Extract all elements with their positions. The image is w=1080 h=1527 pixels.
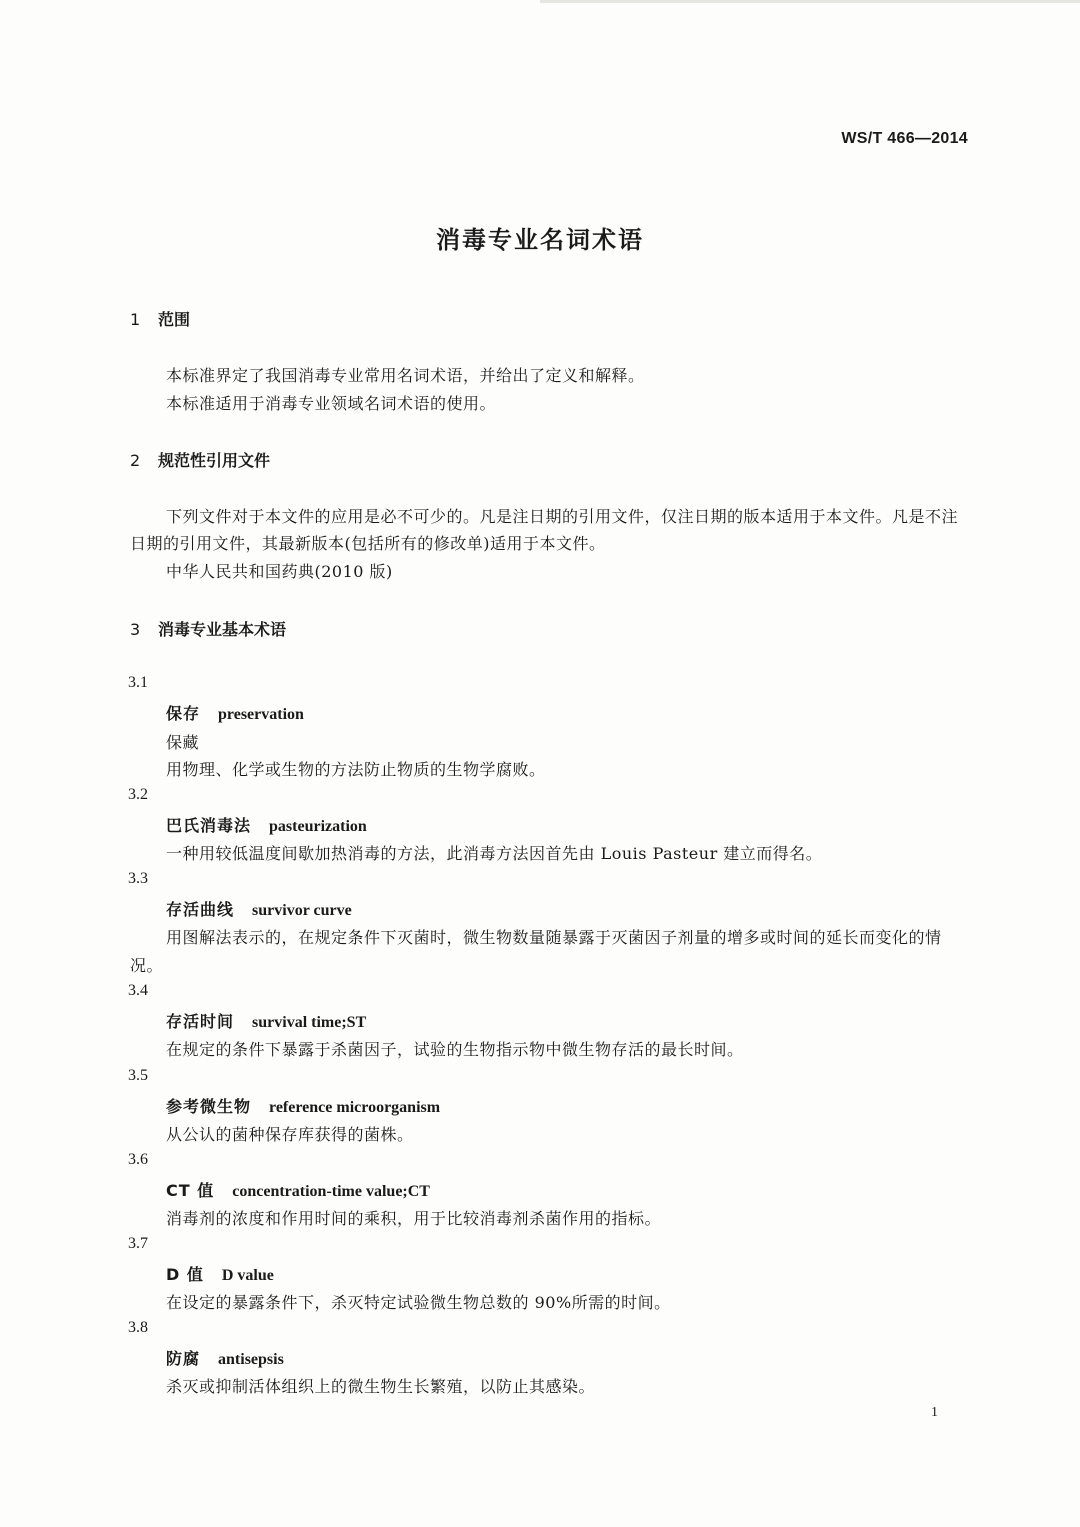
term-number: 3.1 (128, 674, 148, 691)
term-definition: 用物理、化学或生物的方法防止物质的生物学腐败。 (166, 760, 546, 779)
paragraph: 本标准适用于消毒专业领域名词术语的使用。 (166, 394, 497, 413)
term-heading (166, 1262, 274, 1285)
term-definition: 一种用较低温度间歇加热消毒的方法，此消毒方法因首先由 Louis Pasteur 建立而得名。 (166, 844, 823, 863)
term-en: D value (221, 1267, 274, 1284)
term-number: 3.4 (128, 982, 148, 999)
term-heading (166, 1346, 284, 1369)
term-en: pasteurization (269, 818, 367, 835)
term-en: antisepsis (218, 1351, 284, 1368)
term-zh: 参考微生物 (166, 1097, 252, 1116)
term-en: concentration-time value;CT (232, 1183, 430, 1200)
term-number: 3.7 (128, 1235, 148, 1252)
section-heading (130, 617, 286, 640)
section-heading (130, 307, 190, 330)
term-zh: 存活曲线 (166, 900, 235, 919)
section-number: 2 (130, 451, 141, 470)
standard-code: WS/T 466—2014 (841, 130, 968, 147)
term-en: survival time;ST (252, 1014, 367, 1031)
section-heading (130, 448, 270, 471)
term-definition: 用图解法表示的，在规定条件下灭菌时，微生物数量随暴露于灭菌因子剂量的增多或时间的延长而变化的情况。 (130, 928, 942, 975)
section-title: 规范性引用文件 (158, 451, 271, 470)
term-number: 3.8 (128, 1319, 148, 1336)
term-zh: CT 值 (166, 1181, 215, 1200)
term-definition: 在设定的暴露条件下，杀灭特定试验微生物总数的 90%所需的时间。 (166, 1293, 671, 1312)
term-number: 3.2 (128, 786, 148, 803)
term-definition: 从公认的菌种保存库获得的菌株。 (166, 1125, 414, 1144)
term-en: reference microorganism (269, 1099, 441, 1116)
term-heading (166, 1009, 366, 1032)
term-en: survivor curve (252, 902, 352, 919)
term-en: preservation (218, 706, 304, 723)
term-heading (166, 897, 352, 920)
term-definition: 消毒剂的浓度和作用时间的乘积，用于比较消毒剂杀菌作用的指标。 (166, 1209, 662, 1228)
paragraph: 中华人民共和国药典(2010 版) (166, 562, 393, 581)
paragraph: 本标准界定了我国消毒专业常用名词术语，并给出了定义和解释。 (166, 366, 645, 385)
section-title: 范围 (158, 310, 191, 329)
term-heading (166, 1094, 440, 1117)
top-edge-line (540, 0, 1080, 3)
section-number: 3 (130, 620, 141, 639)
term-synonym: 保藏 (166, 733, 200, 752)
section-title: 消毒专业基本术语 (158, 620, 287, 639)
term-zh: 存活时间 (166, 1012, 235, 1031)
term-zh: 防腐 (166, 1349, 201, 1368)
term-number: 3.3 (128, 870, 148, 887)
term-heading (166, 813, 367, 836)
term-definition: 在规定的条件下暴露于杀菌因子，试验的生物指示物中微生物存活的最长时间。 (166, 1040, 744, 1059)
paragraph: 下列文件对于本文件的应用是必不可少的。凡是注日期的引用文件，仅注日期的版本适用于本文件。凡是不注日期的引用文件，其最新版本(包括所有的修改单)适用于本文件。 (130, 507, 959, 553)
term-heading (166, 701, 304, 724)
term-zh: 保存 (166, 704, 201, 723)
term-heading (166, 1178, 430, 1201)
term-zh: 巴氏消毒法 (166, 816, 252, 835)
page-number: 1 (931, 1405, 938, 1420)
term-definition: 杀灭或抑制活体组织上的微生物生长繁殖，以防止其感染。 (166, 1377, 596, 1396)
term-number: 3.6 (128, 1151, 148, 1168)
term-zh: D 值 (166, 1265, 204, 1284)
term-number: 3.5 (128, 1067, 148, 1084)
document-title: 消毒专业名词术语 (436, 226, 644, 254)
section-number: 1 (130, 310, 141, 329)
